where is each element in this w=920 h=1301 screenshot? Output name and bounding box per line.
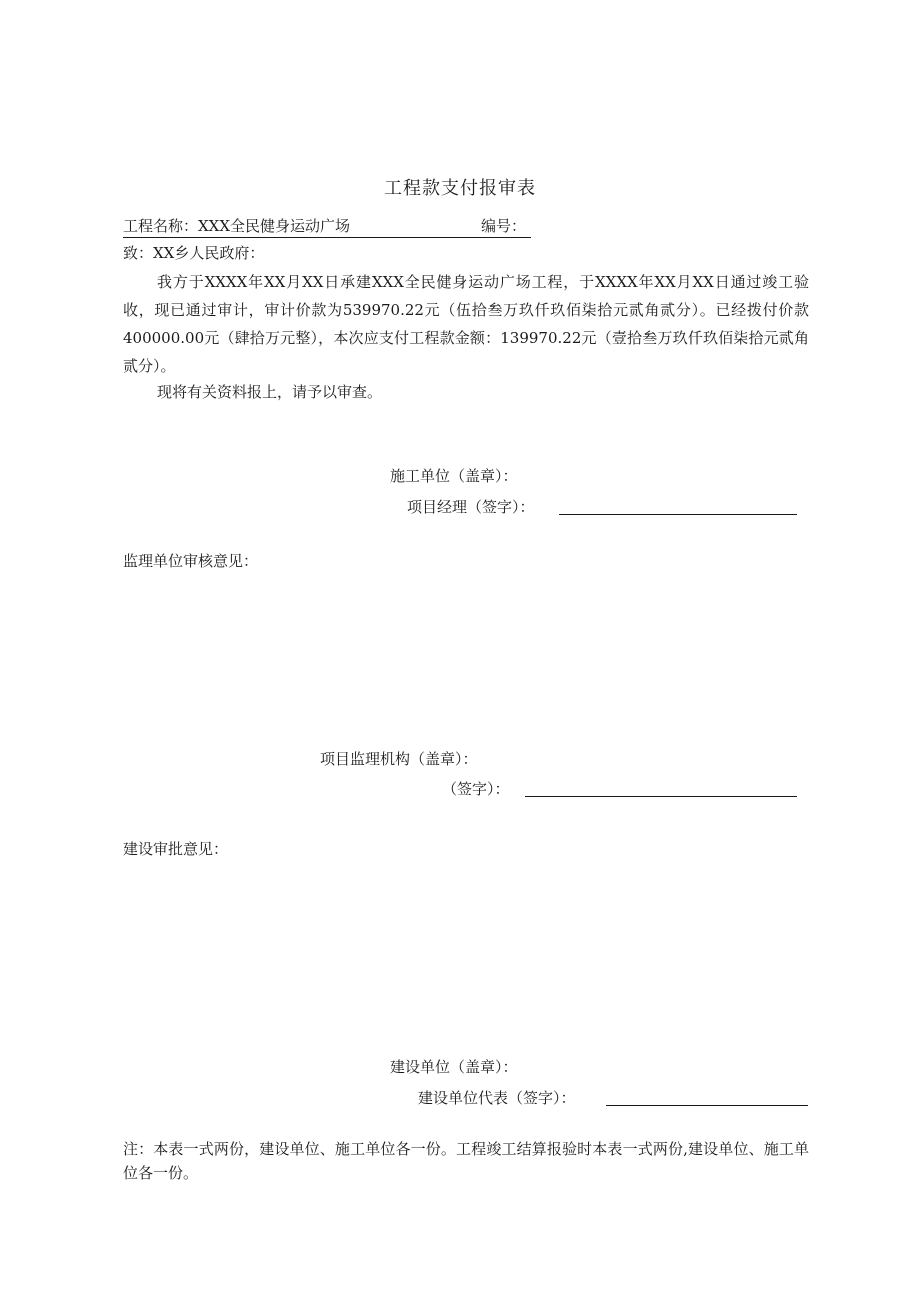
owner-unit-label: 建设单位（盖章）： [390, 1058, 518, 1076]
supervision-org-label: 项目监理机构（盖章）： [320, 750, 478, 768]
owner-rep-label: 建设单位代表（签字）： [418, 1089, 576, 1107]
project-manager-label: 项目经理（签字）： [407, 498, 535, 516]
submission-line: 现将有关资料报上，请予以审查。 [157, 383, 383, 401]
owner-opinion-heading: 建设审批意见： [123, 840, 229, 858]
supervision-signature-line[interactable] [525, 796, 797, 797]
supervision-opinion-heading: 监理单位审核意见： [123, 552, 259, 570]
project-manager-signature-line[interactable] [559, 514, 797, 515]
body-paragraph: 我方于XXXX年XX月XX日承建XXX全民健身运动广场工程，于XXXX年XX月XX日通过竣工验收，现已通过审计，审计价款为539970.22元（伍拾叁万玖仟玖佰柒拾元贰角贰分）。已经拨付价款400000.00元（肆拾万元整），本次应支付工程款金额：139970.22元（壹拾叁万玖仟玖佰柒拾元贰角贰分）。 [123, 273, 809, 375]
addressee: 致：XX乡人民政府： [123, 244, 265, 262]
owner-rep-signature-line[interactable] [606, 1105, 808, 1106]
project-name: 工程名称：XXX全民健身运动广场 [123, 217, 351, 235]
project-header-line [123, 215, 531, 238]
supervision-sign-label: （签字）： [442, 780, 510, 798]
serial-number-label: 编号： [481, 217, 527, 235]
contractor-unit-label: 施工单位（盖章）： [390, 467, 518, 485]
document-title: 工程款支付报审表 [384, 178, 536, 199]
footnote: 注：本表一式两份，建设单位、施工单位各一份。工程竣工结算报验时本表一式两份,建设单位、施工单位各一份。 [123, 1140, 809, 1182]
